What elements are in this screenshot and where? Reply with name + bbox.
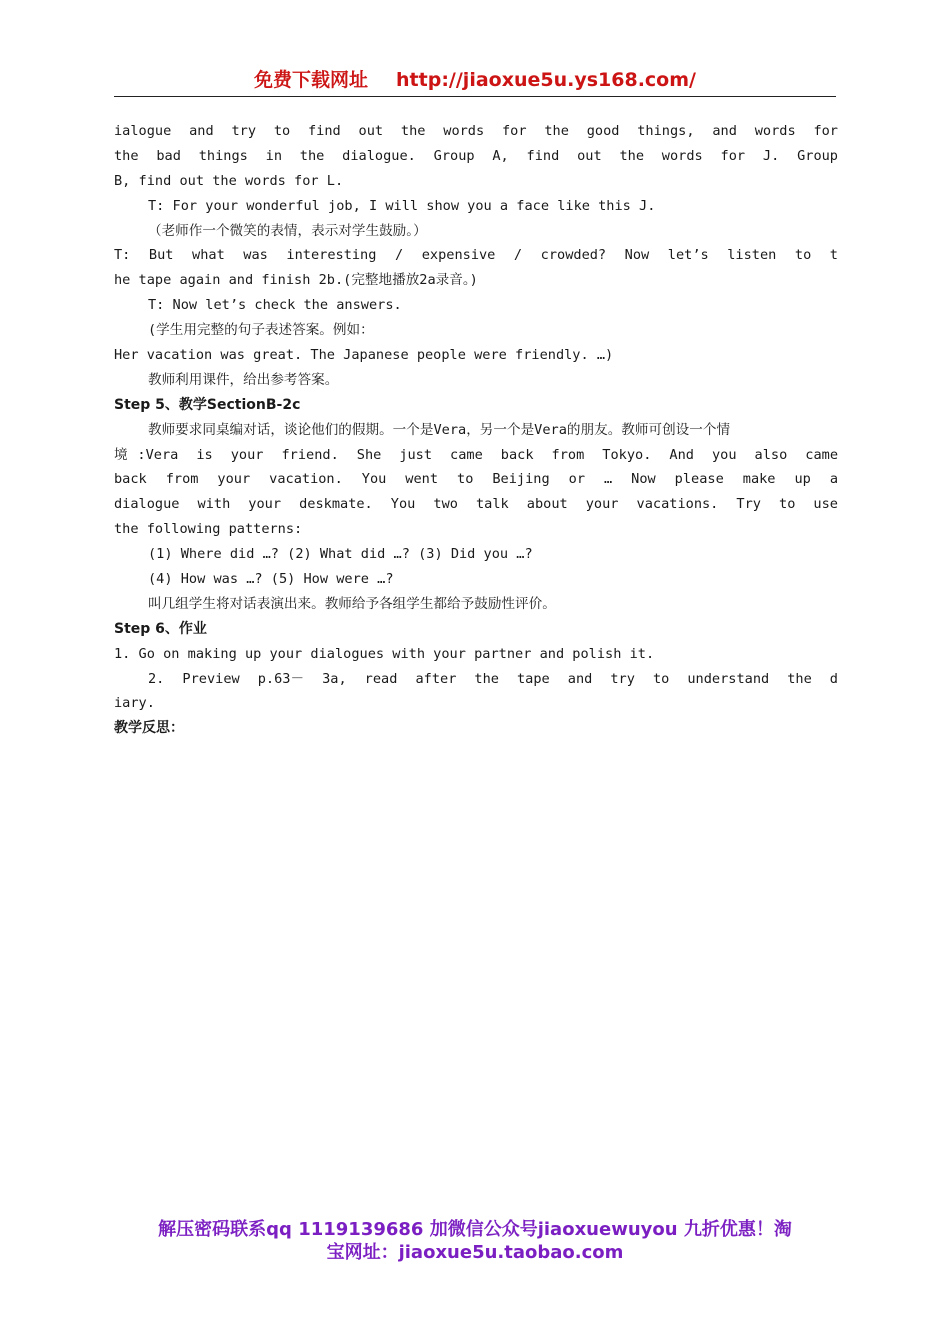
text-line: ialogue and try to find out the words for the good things, and words for [114,123,838,139]
text-line: the bad things in the dialogue. Group A, find out the words for J. Group [114,147,838,164]
text-line: 教师要求同桌编对话，谈论他们的假期。一个是Vera，另一个是Vera的朋友。教师可创设一个情 [148,421,731,438]
text-line: 教师利用课件，给出参考答案。 [148,371,339,388]
step-heading: Step 5、教学SectionB-2c [114,396,301,413]
homework-item: 2. Preview p.63－ 3a, read after the tape and try to understand the d [148,670,838,687]
pattern-line: (4) How was …? (5) How were …? [148,571,394,588]
homework-item: 1. Go on making up your dialogues with your partner and polish it. [114,645,655,662]
page-header [114,66,836,97]
footer-line-1: 解压密码联系qq 1119139686 加微信公众号jiaoxuewuyou 九折优惠！淘 [158,1219,792,1240]
document-body [114,119,838,741]
reflection-heading: 教学反思： [114,720,184,737]
text-line: he tape again and finish 2b.(完整地播放2a录音。) [114,272,478,289]
pattern-line: (1) Where did …? (2) What did …? (3) Did you …? [148,546,533,563]
header-url[interactable]: http://jiaoxue5u.ys168.com/ [396,69,696,91]
page-footer [100,1218,850,1264]
header-label: 免费下载网址 [254,69,369,91]
footer-line-2: 宝网址：jiaoxue5u.taobao.com [326,1242,624,1263]
text-line: B, find out the words for L. [114,172,344,189]
text-line: (学生用完整的句子表述答案。例如： [148,322,374,339]
text-line: back from your vacation. You went to Beijing or … Now please make up a [114,471,838,488]
text-line: （老师作一个微笑的表情，表示对学生鼓励。） [148,222,427,239]
text-line: 境:Vera is your friend. She just came back from Tokyo. And you also came [114,446,838,463]
text-line: T: Now let’s check the answers. [148,297,402,314]
text-line: the following patterns: [114,521,303,538]
text-line: T: For your wonderful job, I will show you a face like this J. [148,197,656,214]
text-line: T: But what was interesting / expensive / crowded? Now let’s listen to t [114,247,838,264]
text-line: iary. [114,695,155,712]
text-line: 叫几组学生将对话表演出来。教师给予各组学生都给予鼓励性评价。 [148,595,556,612]
text-line: dialogue with your deskmate. You two talk about your vacations. Try to use [114,496,838,513]
step-heading: Step 6、作业 [114,620,207,637]
text-line: Her vacation was great. The Japanese people were friendly. …) [114,347,614,364]
